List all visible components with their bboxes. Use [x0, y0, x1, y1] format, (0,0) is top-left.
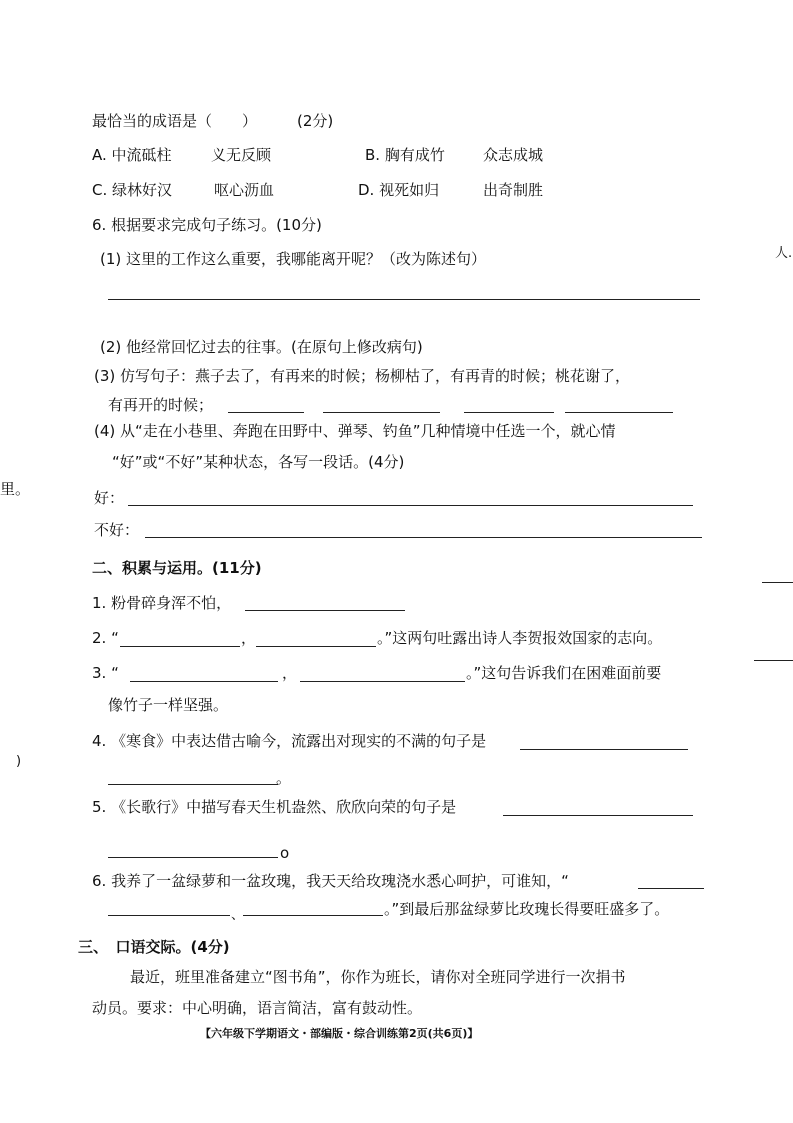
good-label: 好： [94, 489, 125, 507]
left-margin-mark: 里。 [0, 480, 31, 498]
answer-line-s2-4a[interactable] [520, 749, 688, 750]
q6-sub3-line1: (3) 仿写句子：燕子去了，有再来的时候；杨柳枯了，有再青的时候；桃花谢了， [94, 367, 631, 385]
answer-line-q6-3a[interactable] [228, 412, 304, 413]
q6-title: 6. 根据要求完成句子练习。(10分) [92, 216, 322, 234]
s2-item3-line2: 像竹子一样坚强。 [108, 696, 229, 714]
q6-sub4-line1: (4) 从“走在小巷里、奔跑在田野中、弹琴、钓鱼”几种情境中任选一个，就心情 [94, 422, 616, 440]
answer-line-q6-3d[interactable] [565, 412, 673, 413]
q6-sub2: (2) 他经常回忆过去的往事。(在原句上修改病句) [100, 338, 423, 356]
answer-line-s2-3a[interactable] [130, 681, 278, 682]
answer-line-q6-3c[interactable] [464, 412, 554, 413]
answer-line-good[interactable] [128, 505, 693, 506]
answer-line-s2-6c[interactable] [243, 915, 383, 916]
s2-item2-end: 。”这两句吐露出诗人李贺报效国家的志向。 [377, 629, 663, 647]
s2-item5-line1: 5. 《长歌行》中描写春天生机盎然、欣欣向荣的句子是 [92, 798, 457, 816]
q5-score: (2分) [297, 112, 334, 130]
answer-line-q6-3b[interactable] [323, 412, 440, 413]
s2-item6-end: 。”到最后那盆绿萝比玫瑰长得要旺盛多了。 [384, 900, 670, 918]
answer-line-s2-6a[interactable] [638, 888, 704, 889]
s2-item3-end: 。”这句告诉我们在困难面前要 [466, 664, 662, 682]
q5-option-a2: 义无反顾 [211, 146, 272, 164]
s2-item3-comma: ， [282, 664, 298, 682]
q5-option-d2: 出奇制胜 [483, 181, 544, 199]
s2-item4-end: 。 [276, 769, 292, 787]
s2-item6-line1: 6. 我养了一盆绿萝和一盆玫瑰，我天天给玫瑰浇水悉心呵护，可谁知，“ [92, 872, 569, 890]
q6-sub4-line2: “好”或“不好”某种状态，各写一段话。(4分) [112, 453, 405, 471]
answer-line-s2-3b[interactable] [300, 681, 465, 682]
q5-option-b2: 众志成城 [483, 146, 544, 164]
s2-item4-line1: 4. 《寒食》中表达借古喻今，流露出对现实的不满的句子是 [92, 732, 487, 750]
answer-line-s2-5b[interactable] [108, 857, 278, 858]
q5-option-c2: 呕心沥血 [214, 181, 275, 199]
q5-option-c1: C. 绿林好汉 [92, 181, 173, 199]
q5-option-a1: A. 中流砥柱 [92, 146, 172, 164]
answer-line-s2-1[interactable] [245, 610, 405, 611]
margin-line-2 [754, 660, 793, 661]
right-margin-mark: 人. [775, 246, 793, 261]
q6-sub1: (1) 这里的工作这么重要，我哪能离开呢？（改为陈述句） [100, 250, 487, 268]
bad-label: 不好： [94, 521, 140, 539]
section2-title: 二、积累与运用。(11分) [92, 559, 262, 577]
page-footer: 【六年级下学期语文・部编版・综合训练第2页(共6页)】 [200, 1027, 479, 1040]
q5-option-b1: B. 胸有成竹 [365, 146, 445, 164]
s2-item1: 1. 粉骨碎身浑不怕， [92, 594, 232, 612]
s2-item6-comma: 、 [231, 908, 245, 923]
q5-option-d1: D. 视死如归 [358, 181, 440, 199]
answer-line-s2-5a[interactable] [503, 815, 693, 816]
s3-line2: 动员。要求：中心明确，语言简洁，富有鼓动性。 [92, 999, 423, 1017]
q6-sub3-line2: 有再开的时候； [108, 396, 214, 414]
answer-line-q6-1[interactable] [108, 299, 700, 300]
answer-line-bad[interactable] [145, 537, 702, 538]
answer-line-s2-4b[interactable] [108, 784, 278, 785]
s2-item3-num: 3. “ [92, 664, 119, 682]
answer-line-s2-6b[interactable] [108, 915, 230, 916]
left-margin-paren: ) [16, 754, 22, 769]
s2-item2-comma: ， [241, 629, 257, 647]
s2-item2-num: 2. “ [92, 629, 119, 647]
q5-stem: 最恰当的成语是（ ） [92, 112, 258, 130]
margin-line-1 [762, 582, 793, 583]
answer-line-s2-2a[interactable] [120, 646, 240, 647]
answer-line-s2-2b[interactable] [256, 646, 376, 647]
section3-title: 三、 口语交际。(4分) [78, 938, 230, 956]
s3-line1: 最近，班里准备建立“图书角”，你作为班长，请你对全班同学进行一次捐书 [130, 968, 626, 986]
s2-item5-end: o [280, 844, 290, 862]
